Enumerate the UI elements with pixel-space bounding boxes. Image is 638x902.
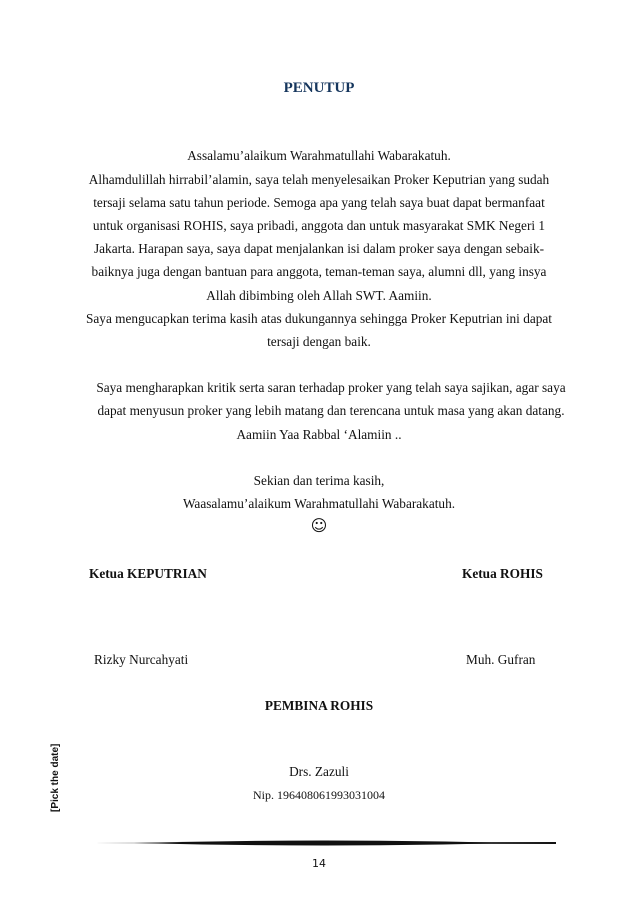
closing-line-1: Sekian dan terima kasih, — [253, 473, 385, 488]
page-title: PENUTUP — [283, 80, 355, 96]
left-signatory-name: Rizky Nurcahyati — [94, 652, 189, 667]
paragraph-1-line-6: Allah dibimbing oleh Allah SWT. Aamiin. — [206, 288, 432, 303]
greeting-line: Assalamu’alaikum Warahmatullahi Wabarakatuh. — [187, 148, 451, 163]
paragraph-3-line-1: Saya mengharapkan kritik serta saran terhadap proker yang telah saya sajikan, agar saya — [96, 380, 566, 395]
advisor-nip: Nip. 196408061993031004 — [253, 788, 385, 802]
paragraph-1-line-1: Alhamdulillah hirrabil’alamin, saya telah menyelesaikan Proker Keputrian yang sudah — [88, 172, 550, 187]
right-role-label: Ketua ROHIS — [462, 566, 543, 581]
paragraph-1-line-3: untuk organisasi ROHIS, saya pribadi, anggota dan untuk masyarakat SMK Negeri 1 — [92, 218, 546, 233]
advisor-name: Drs. Zazuli — [289, 764, 349, 779]
side-date-placeholder: [Pick the date] — [50, 743, 61, 812]
paragraph-3-line-2: dapat menyusun proker yang lebih matang dan terencana untuk masa yang akan datang. — [97, 403, 565, 418]
left-role-label: Ketua KEPUTRIAN — [89, 566, 207, 581]
page-number: 14 — [312, 857, 326, 870]
right-signatory-name: Muh. Gufran — [466, 652, 536, 667]
smiley-icon: ☺ — [310, 516, 328, 535]
paragraph-2-line-2: tersaji dengan baik. — [267, 334, 371, 349]
paragraph-1-line-2: tersaji selama satu tahun periode. Semoga apa yang telah saya buat dapat bermanfaat — [93, 195, 545, 210]
footer-divider-rule — [94, 838, 556, 848]
closing-line-2: Waasalamu’alaikum Warahmatullahi Wabarakatuh. — [182, 496, 456, 511]
paragraph-3-line-3: Aamiin Yaa Rabbal ‘Alamiin .. — [236, 427, 402, 442]
paragraph-2-line-1: Saya mengucapkan terima kasih atas dukungannya sehingga Proker Keputrian ini dapat — [86, 311, 552, 326]
paragraph-1-line-4: Jakarta. Harapan saya, saya dapat menjalankan isi dalam proker saya dengan sebaik- — [93, 241, 545, 256]
advisor-role-label: PEMBINA ROHIS — [264, 698, 374, 713]
paragraph-1-line-5: baiknya juga dengan bantuan para anggota, teman-teman saya, alumni dll, yang insya — [91, 264, 547, 279]
